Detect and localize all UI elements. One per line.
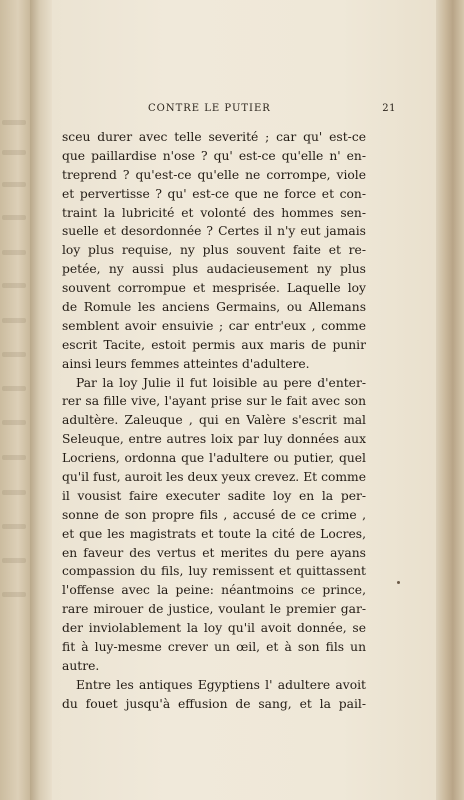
text-line: loy plus requise, ny plus souvent faite et re- [62, 243, 366, 258]
bleed-through-text [2, 524, 26, 529]
bleed-through-text [2, 283, 26, 288]
running-head [52, 103, 436, 117]
text-line: rer sa fille vive, l'ayant prise sur le fait avec son [62, 394, 366, 409]
text-line: souvent corrompue et mesprisée. Laquelle loy [62, 281, 366, 296]
bleed-through-text [2, 120, 26, 125]
text-line: en faveur des vertus et merites du pere ayans [62, 545, 366, 560]
bleed-through-text [2, 215, 26, 220]
text-line: escrit Tacite, estoit permis aux maris de punir [62, 337, 366, 352]
text-line: compassion du fils, luy remissent et quittassent [62, 564, 366, 579]
bleed-through-text [2, 150, 26, 155]
text-line: petée, ny aussi plus audacieusement ny plus [62, 262, 366, 277]
text-line: fit à luy-mesme crever un œil, et à son fils un [62, 640, 366, 655]
text-line: adultère. Zaleuque , qui en Valère s'escrit mal [62, 413, 366, 428]
page-number: 21 [382, 103, 396, 114]
bleed-through-text [2, 455, 26, 460]
paragraph [62, 128, 366, 374]
text-line: semblent avoir ensuivie ; car entr'eux , comme [62, 318, 366, 333]
text-line: et que les magistrats et toute la cité de Locres, [62, 526, 366, 541]
text-line: Entre les antiques Egyptiens l' adultere avoit [76, 677, 366, 692]
bleed-through-text [2, 420, 26, 425]
running-head-title: CONTRE LE PUTIER [148, 103, 271, 114]
text-line: et pervertisse ? qu' est-ce que ne force et con- [62, 186, 366, 201]
text-line: Seleuque, entre autres loix par luy données aux [62, 432, 366, 447]
bleed-through-text [2, 318, 26, 323]
text-line: suelle et desordonnée ? Certes il n'y eut jamais [62, 224, 366, 239]
text-line: l'offense avec la peine: néantmoins ce prince, [62, 583, 366, 598]
text-line: sonne de son propre fils , accusé de ce crime , [62, 507, 366, 522]
bleed-through-text [2, 386, 26, 391]
page-block-edge [436, 0, 464, 800]
bleed-through-text [2, 490, 26, 495]
body-text [62, 128, 366, 714]
paper-speck [397, 581, 400, 584]
bleed-through-text [2, 558, 26, 563]
text-line: qu'il fust, auroit les deux yeux crevez. Et comme [62, 470, 366, 485]
text-line: treprend ? qu'est-ce qu'elle ne corrompe, viole [62, 167, 366, 182]
text-line: de Romule les anciens Germains, ou Allemans [62, 300, 366, 315]
bleed-through-text [2, 352, 26, 357]
text-line: sceu durer avec telle severité ; car qu' est-ce [62, 130, 366, 144]
text-line: der inviolablement la loy qu'il avoit donnée, se [62, 621, 366, 636]
bleed-through-text [2, 592, 26, 597]
text-line: il vousist faire executer sadite loy en la per- [62, 488, 366, 503]
previous-page-edge [0, 0, 30, 800]
text-line: rare mirouer de justice, voulant le premier gar- [62, 602, 366, 617]
text-line: ainsi leurs femmes atteintes d'adultere. [62, 356, 310, 371]
text-line: autre. [62, 658, 100, 673]
text-line: traint la lubricité et volonté des hommes sen- [62, 205, 366, 220]
bleed-through-text [2, 250, 26, 255]
text-line: Par la loy Julie il fut loisible au pere d'enter- [76, 375, 366, 390]
text-line: que paillardise n'ose ? qu' est-ce qu'elle n' en- [62, 148, 366, 163]
text-line: Locriens, ordonna que l'adultere ou putier, quel [62, 451, 366, 466]
paragraph [62, 676, 366, 714]
bleed-through-text [2, 182, 26, 187]
text-line: du fouet jusqu'à effusion de sang, et la pail- [62, 696, 366, 711]
book-gutter [30, 0, 52, 800]
paragraph [62, 374, 366, 676]
